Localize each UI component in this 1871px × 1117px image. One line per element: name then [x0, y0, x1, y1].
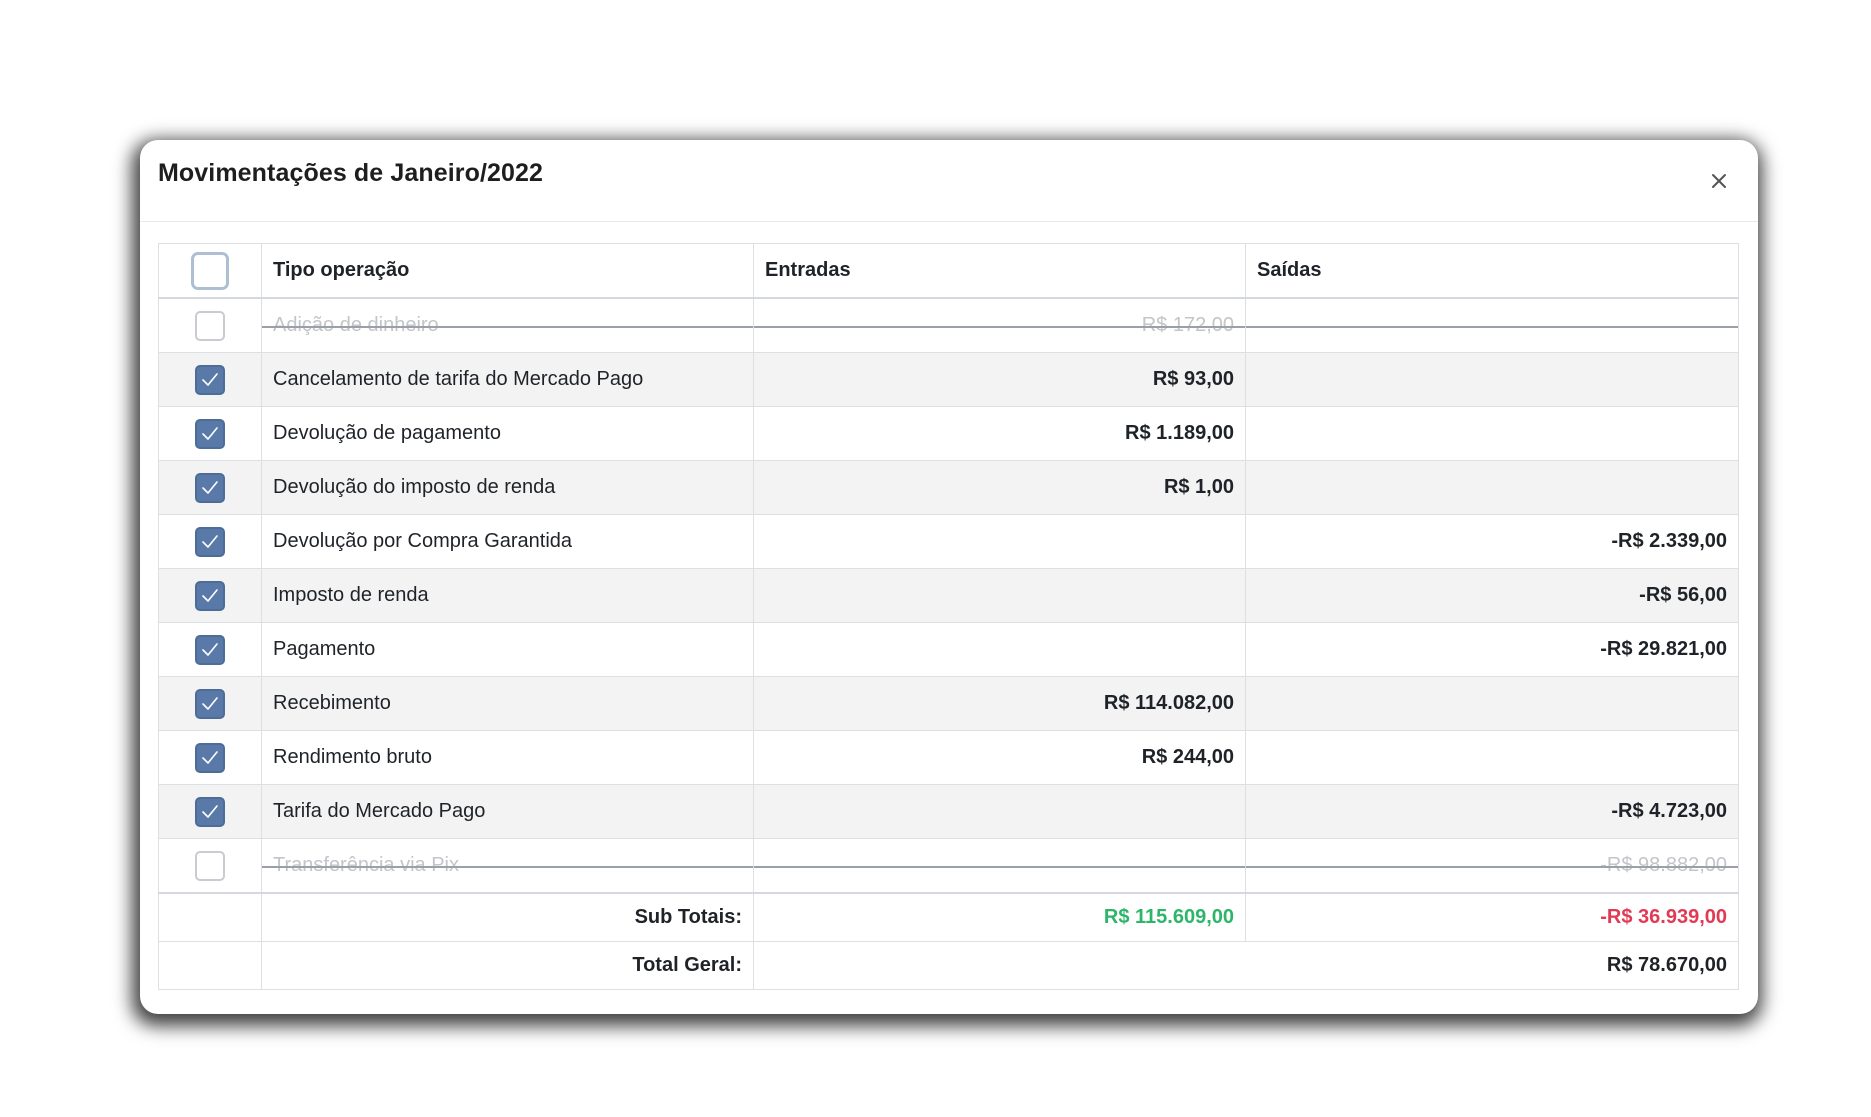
row-checkbox-cell: [159, 515, 262, 569]
row-checkbox-cell: [159, 731, 262, 785]
row-checkbox-cell: [159, 407, 262, 461]
row-checkbox[interactable]: [195, 689, 225, 719]
row-checkbox[interactable]: [195, 743, 225, 773]
table-row[interactable]: [159, 515, 1739, 569]
row-tipo: Adição de dinheiro: [262, 298, 754, 353]
row-entrada: R$ 93,00: [754, 353, 1246, 407]
row-tipo: Rendimento bruto: [262, 731, 754, 785]
movimentacoes-table-wrap: [158, 243, 1738, 990]
row-checkbox-cell: [159, 785, 262, 839]
check-icon: [201, 588, 219, 604]
column-header-entradas: Entradas: [754, 244, 1246, 299]
table-row[interactable]: [159, 623, 1739, 677]
row-tipo: Cancelamento de tarifa do Mercado Pago: [262, 353, 754, 407]
row-tipo: Pagamento: [262, 623, 754, 677]
row-saida: -R$ 4.723,00: [1246, 785, 1739, 839]
table-body: [159, 298, 1739, 893]
row-saida: [1246, 461, 1739, 515]
row-checkbox-cell: [159, 298, 262, 353]
row-entrada: [754, 623, 1246, 677]
row-entrada: R$ 1,00: [754, 461, 1246, 515]
row-entrada: R$ 172,00: [754, 298, 1246, 353]
row-entrada: [754, 569, 1246, 623]
check-icon: [201, 372, 219, 388]
check-icon: [201, 426, 219, 442]
row-tipo: Recebimento: [262, 677, 754, 731]
table-row[interactable]: [159, 407, 1739, 461]
select-all-checkbox[interactable]: [191, 252, 229, 290]
modal-header: [140, 140, 1758, 222]
row-entrada: R$ 244,00: [754, 731, 1246, 785]
row-checkbox-cell: [159, 569, 262, 623]
row-tipo: Devolução do imposto de renda: [262, 461, 754, 515]
table-row[interactable]: [159, 839, 1739, 894]
movimentacoes-table: [158, 243, 1739, 990]
table-row[interactable]: [159, 785, 1739, 839]
row-checkbox[interactable]: [195, 851, 225, 881]
total-label: Total Geral:: [262, 942, 754, 990]
row-tipo: Devolução por Compra Garantida: [262, 515, 754, 569]
table-row[interactable]: [159, 461, 1739, 515]
close-icon: [1704, 166, 1734, 196]
column-header-saidas: Saídas: [1246, 244, 1739, 299]
row-saida: [1246, 407, 1739, 461]
row-checkbox-cell: [159, 461, 262, 515]
row-checkbox[interactable]: [195, 311, 225, 341]
table-row[interactable]: [159, 353, 1739, 407]
row-tipo: Tarifa do Mercado Pago: [262, 785, 754, 839]
total-value: R$ 78.670,00: [754, 942, 1739, 990]
table-header-row: [159, 244, 1739, 299]
subtotal-label: Sub Totais:: [262, 893, 754, 942]
row-checkbox[interactable]: [195, 635, 225, 665]
check-icon: [201, 750, 219, 766]
total-row: [159, 942, 1739, 990]
row-entrada: [754, 785, 1246, 839]
row-entrada: [754, 839, 1246, 894]
row-saida: [1246, 353, 1739, 407]
row-saida: -R$ 56,00: [1246, 569, 1739, 623]
table-row[interactable]: [159, 677, 1739, 731]
check-icon: [201, 804, 219, 820]
close-button[interactable]: [1704, 166, 1734, 196]
check-icon: [201, 642, 219, 658]
total-empty-cell: [159, 942, 262, 990]
row-entrada: R$ 114.082,00: [754, 677, 1246, 731]
row-saida: -R$ 2.339,00: [1246, 515, 1739, 569]
select-all-cell: [159, 244, 262, 299]
row-tipo: Imposto de renda: [262, 569, 754, 623]
row-checkbox[interactable]: [195, 527, 225, 557]
row-saida: [1246, 731, 1739, 785]
row-saida: -R$ 29.821,00: [1246, 623, 1739, 677]
modal-title: Movimentações de Janeiro/2022: [158, 159, 544, 187]
table-row[interactable]: [159, 298, 1739, 353]
row-checkbox[interactable]: [195, 365, 225, 395]
row-entrada: R$ 1.189,00: [754, 407, 1246, 461]
row-checkbox-cell: [159, 839, 262, 894]
check-icon: [201, 534, 219, 550]
row-checkbox[interactable]: [195, 419, 225, 449]
row-saida: -R$ 98.882,00: [1246, 839, 1739, 894]
row-saida: [1246, 677, 1739, 731]
row-checkbox[interactable]: [195, 581, 225, 611]
subtotal-entradas: R$ 115.609,00: [754, 893, 1246, 942]
subtotal-saidas: -R$ 36.939,00: [1246, 893, 1739, 942]
row-checkbox[interactable]: [195, 473, 225, 503]
row-checkbox[interactable]: [195, 797, 225, 827]
row-checkbox-cell: [159, 353, 262, 407]
movimentacoes-modal: [140, 140, 1758, 1014]
table-row[interactable]: [159, 569, 1739, 623]
subtotal-empty-cell: [159, 893, 262, 942]
check-icon: [201, 480, 219, 496]
subtotal-row: [159, 893, 1739, 942]
row-entrada: [754, 515, 1246, 569]
table-row[interactable]: [159, 731, 1739, 785]
row-checkbox-cell: [159, 623, 262, 677]
check-icon: [201, 696, 219, 712]
row-saida: [1246, 298, 1739, 353]
column-header-tipo: Tipo operação: [262, 244, 754, 299]
row-tipo: Transferência via Pix: [262, 839, 754, 894]
row-checkbox-cell: [159, 677, 262, 731]
row-tipo: Devolução de pagamento: [262, 407, 754, 461]
